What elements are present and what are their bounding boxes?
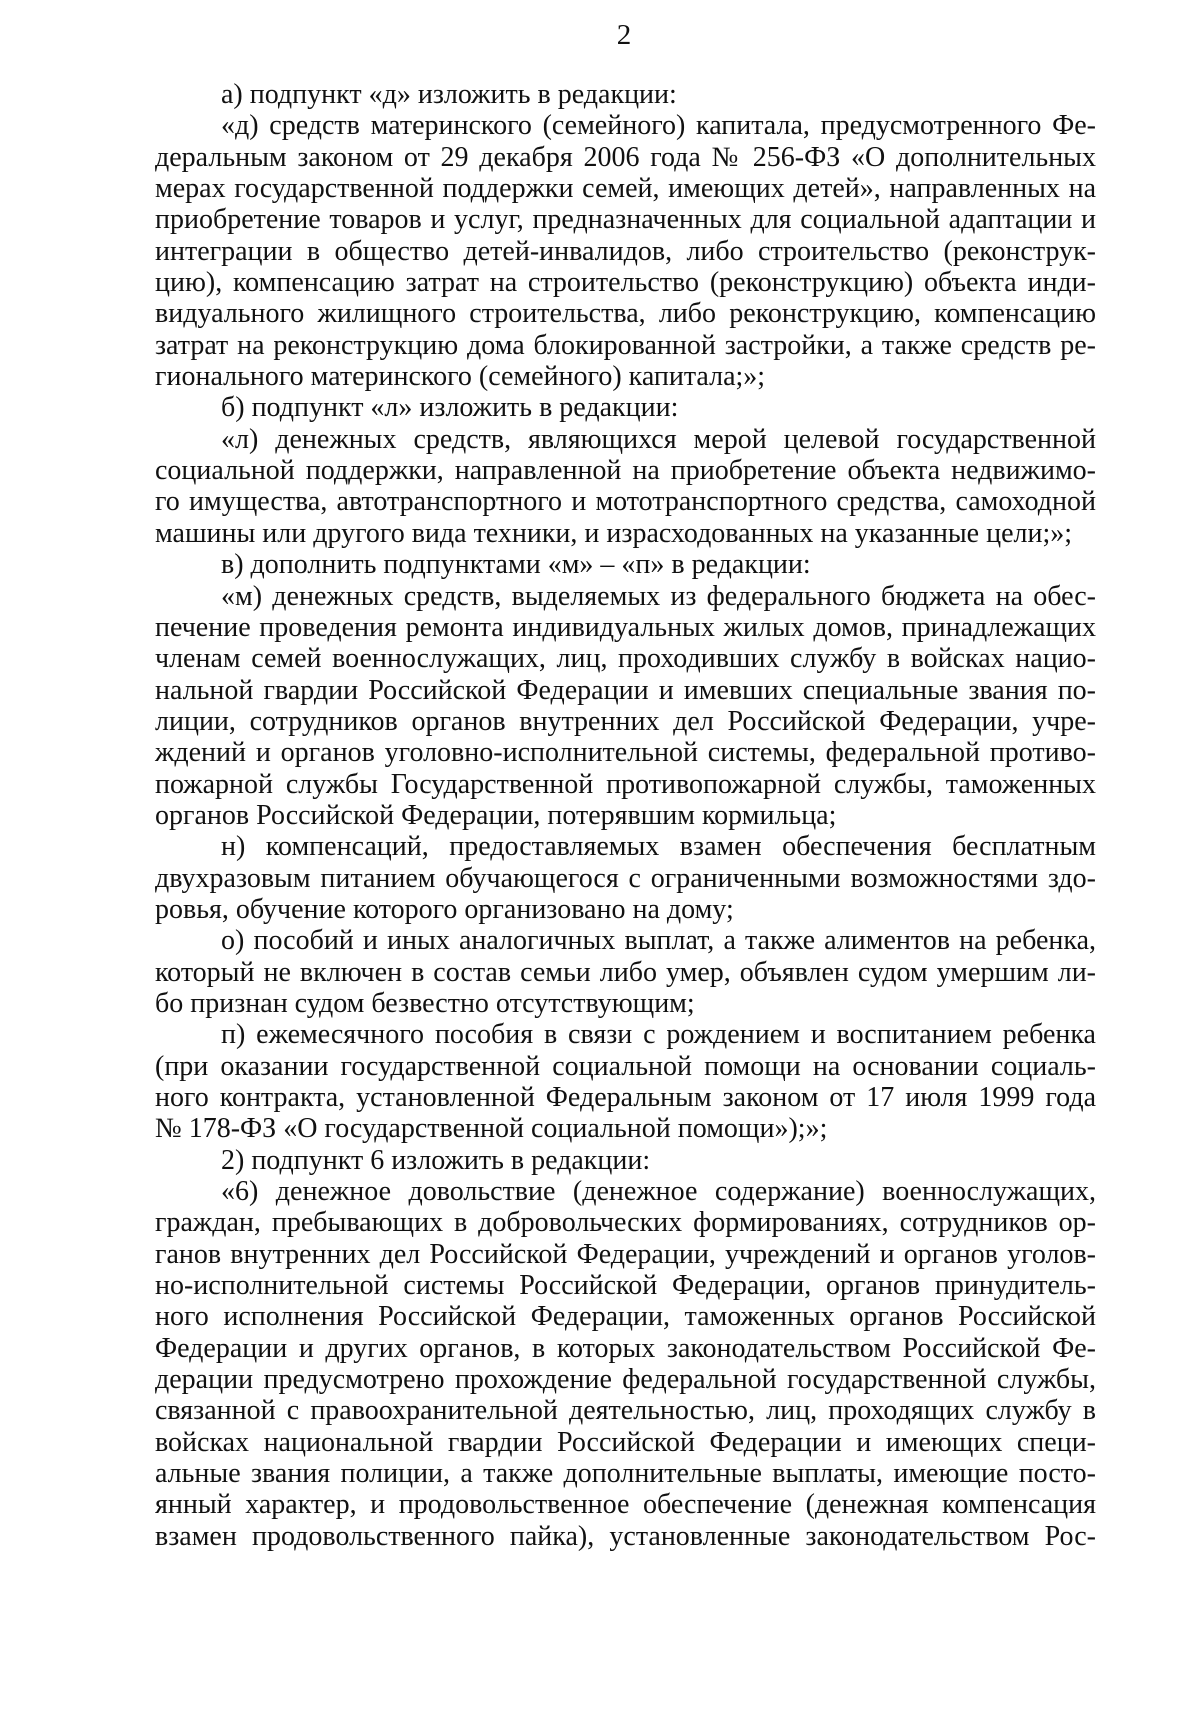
- text-line: ровья, обучение которого организовано на дому;: [155, 893, 734, 925]
- text-line: взамен продовольственного пайка), установленные законодательством Рос-: [155, 1520, 1096, 1552]
- text-line: печение проведения ремонта индивидуальных жилых домов, принадлежащих: [155, 611, 1096, 643]
- document-body: [155, 79, 1096, 1552]
- text-line: бо признан судом безвестно отсутствующим;: [155, 987, 695, 1019]
- text-line: видуального жилищного строительства, либо реконструкцию, компенсацию: [155, 298, 1096, 330]
- text-line: ного контракта, установленной Федеральным законом от 17 июля 1999 года: [155, 1082, 1096, 1113]
- text-line: связанной с правоохранительной деятельностью, лиц, проходящих службу в: [155, 1395, 1096, 1427]
- text-line: янный характер, и продовольственное обеспечение (денежная компенсация: [155, 1489, 1096, 1521]
- text-line: двухразовым питанием обучающегося с ограниченными возможностями здо-: [155, 862, 1096, 894]
- text-line: цию), компенсацию затрат на строительство (реконструкцию) объекта инди-: [155, 267, 1096, 299]
- text-line: ганов внутренних дел Российской Федерации, учреждений и органов уголов-: [155, 1238, 1096, 1270]
- text-line: машины или другого вида техники, и израсходованных на указанные цели;»;: [155, 517, 1073, 549]
- text-line: № 178-ФЗ «О государственной социальной помощи»);»;: [155, 1113, 828, 1145]
- text-line: граждан, пребывающих в добровольческих формированиях, сотрудников ор-: [155, 1207, 1096, 1239]
- text-line: «м) денежных средств, выделяемых из федерального бюджета на обес-: [221, 580, 1096, 612]
- text-line: «д) средств материнского (семейного) капитала, предусмотренного Фе-: [221, 110, 1096, 142]
- text-line: 2) подпункт 6 изложить в редакции:: [221, 1144, 651, 1176]
- text-line: альные звания полиции, а также дополнительные выплаты, имеющие посто-: [155, 1458, 1096, 1490]
- text-line: го имущества, автотранспортного и мототранспортного средства, самоходной: [155, 486, 1096, 518]
- text-line: органов Российской Федерации, потерявшим кормильца;: [155, 799, 837, 831]
- text-line: затрат на реконструкцию дома блокированной застройки, а также средств ре-: [155, 329, 1096, 361]
- text-line: приобретение товаров и услуг, предназначенных для социальной адаптации и: [155, 204, 1096, 236]
- text-line: членам семей военнослужащих, лиц, проходивших службу в войсках нацио-: [155, 643, 1096, 675]
- text-line: но-исполнительной системы Российской Федерации, органов принудитель-: [155, 1270, 1096, 1302]
- text-line: (при оказании государственной социальной помощи на основании социаль-: [155, 1050, 1096, 1082]
- text-line: дерации предусмотрено прохождение федеральной государственной службы,: [155, 1364, 1096, 1396]
- text-line: п) ежемесячного пособия в связи с рождением и воспитанием ребенка: [221, 1019, 1096, 1051]
- text-line: войсках национальной гвардии Российской Федерации и имеющих специ-: [155, 1426, 1096, 1458]
- text-line: интеграции в общество детей-инвалидов, либо строительство (реконструк-: [155, 235, 1096, 267]
- text-line: мерах государственной поддержки семей, имеющих детей», направленных на: [155, 173, 1096, 205]
- text-line: который не включен в состав семьи либо умер, объявлен судом умершим ли-: [155, 956, 1096, 988]
- text-line: нальной гвардии Российской Федерации и имевших специальные звания по-: [155, 674, 1096, 706]
- page-number: 2: [616, 19, 632, 51]
- text-line: а) подпункт «д» изложить в редакции:: [221, 79, 677, 110]
- text-line: о) пособий и иных аналогичных выплат, а также алиментов на ребенка,: [221, 925, 1096, 957]
- text-line: социальной поддержки, направленной на приобретение объекта недвижимо-: [155, 455, 1096, 487]
- text-line: гионального материнского (семейного) капитала;»;: [155, 361, 766, 393]
- text-line: ного исполнения Российской Федерации, таможенных органов Российской: [155, 1301, 1096, 1333]
- text-line: «6) денежное довольствие (денежное содержание) военнослужащих,: [221, 1176, 1096, 1208]
- text-line: лиции, сотрудников органов внутренних дел Российской Федерации, учре-: [155, 705, 1096, 737]
- text-line: Федерации и других органов, в которых законодательством Российской Фе-: [155, 1332, 1096, 1364]
- text-line: ждений и органов уголовно-исполнительной системы, федеральной противо-: [155, 737, 1096, 769]
- text-line: н) компенсаций, предоставляемых взамен обеспечения бесплатным: [221, 831, 1096, 863]
- text-line: «л) денежных средств, являющихся мерой целевой государственной: [221, 423, 1096, 455]
- text-line: деральным законом от 29 декабря 2006 года № 256-ФЗ «О дополнительных: [155, 141, 1096, 173]
- text-line: в) дополнить подпунктами «м» – «п» в редакции:: [221, 549, 811, 581]
- text-line: пожарной службы Государственной противопожарной службы, таможенных: [155, 768, 1096, 800]
- text-line: б) подпункт «л» изложить в редакции:: [221, 392, 679, 424]
